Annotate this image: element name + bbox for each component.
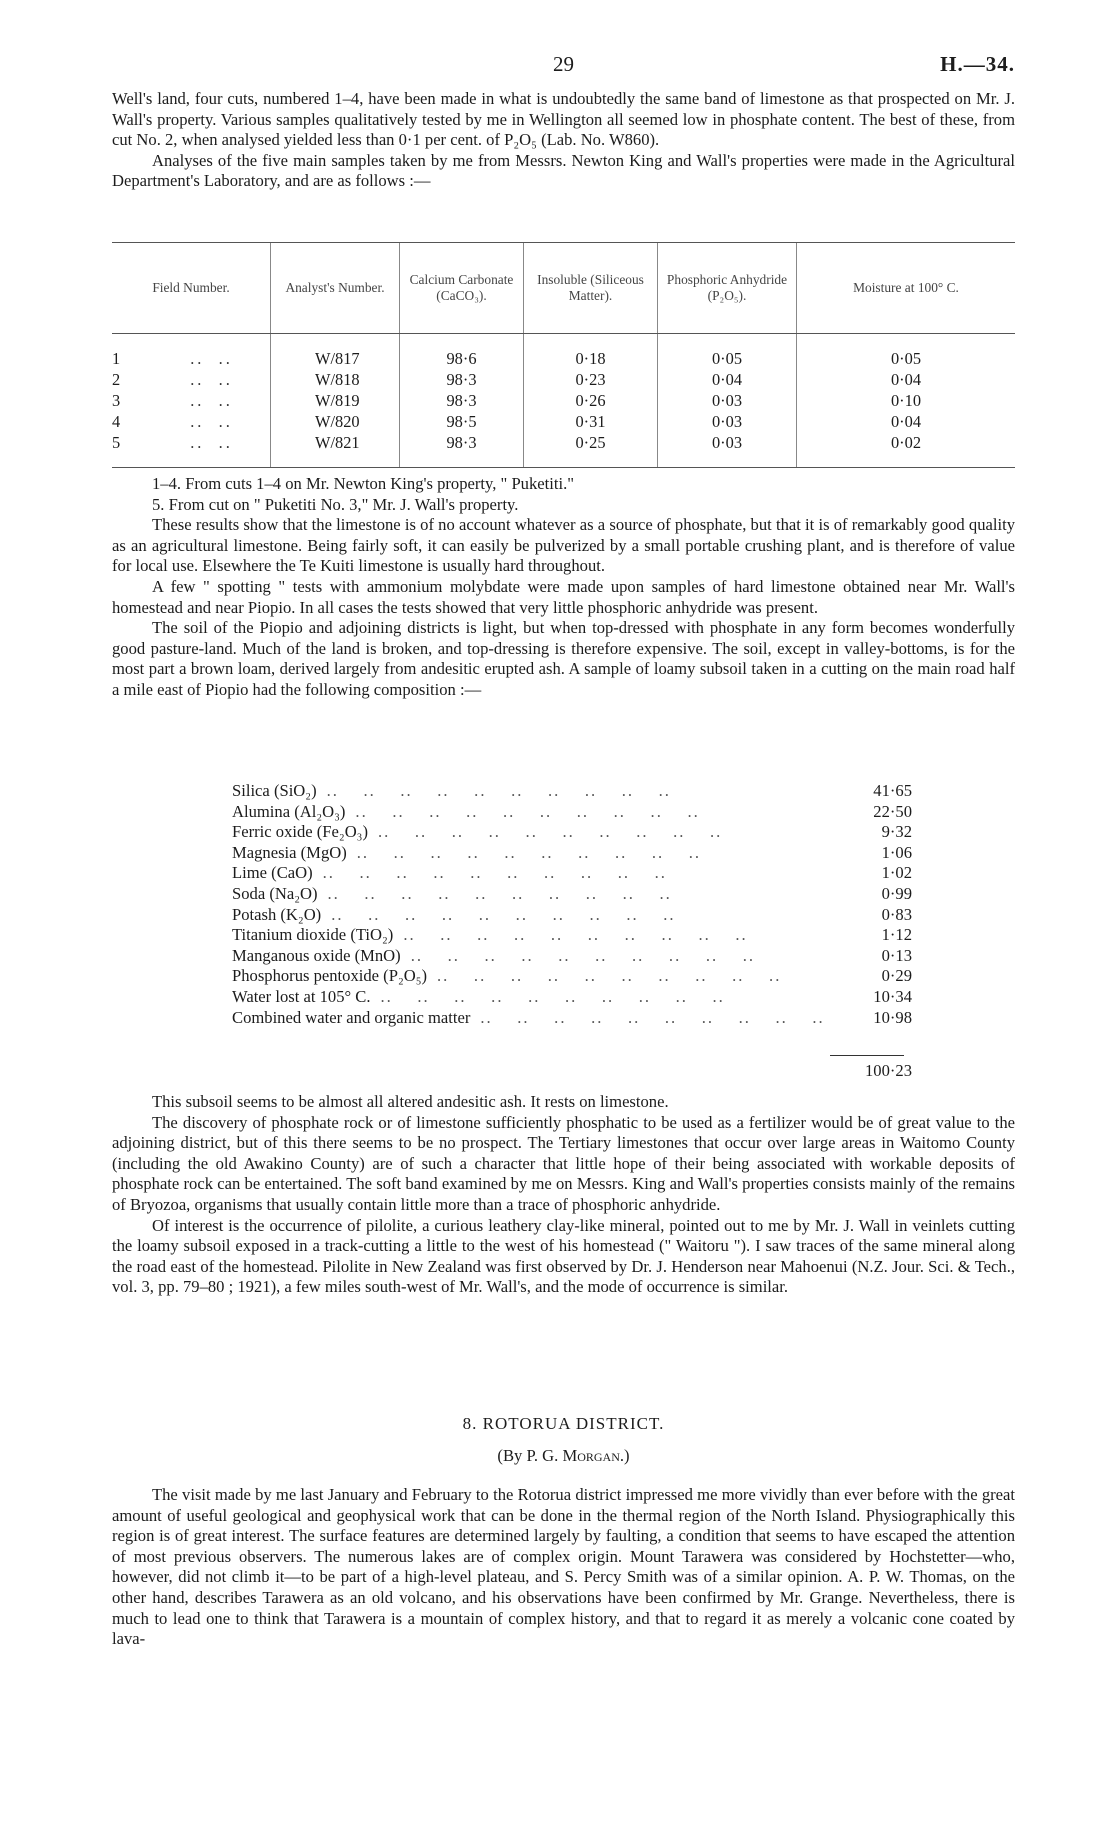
page-number: 29 [553,52,574,76]
composition-value: 10·98 [873,1007,912,1027]
field-number: 4 [112,411,121,431]
composition-value: 1·06 [881,842,912,862]
moisture-value: 0·05 [797,348,1016,369]
p2o5-value: 0·03 [658,411,797,432]
total-rule [830,1055,904,1056]
composition-value: 1·12 [881,925,912,945]
composition-row: Lime (CaO) .. .. .. .. .. .. .. .. .. .. 1·02 [232,863,912,883]
composition-value: 41·65 [873,781,912,800]
body-paragraph: The discovery of phosphate rock or of limestone sufficiently phosphatic to be used as a fertilizer would be of great value to the adjoining district, but of this there seems to be no prospect. The Tertiary limestones that occur over large areas in Waitomo County (including the old Awakino County) are of such a character that little hope of their being associated with workable deposits of phosphate rock can be entertained. The soft band examined by me on Messrs. King and Wall's properties consists mainly of the remains of Bryozoa, organisms that usually contain little more than a trace of phosphoric anhydride. [112,1112,1015,1214]
body-paragraph: The visit made by me last January and February to the Rotorua district impressed me more vividly than ever before with the great amount of useful geological and geophysical work that can be done in the thermal region of the North Island. Physiographically this region is of great interest. The surface features are determined largely by faulting, a condition that seems to have escaped the attention of most previous observers. The numerous lakes are of complex origin. Mount Tarawera was considered by Hochstetter—who, however, did not climb it—to be part of a high-level plateau, and S. Percy Smith was of a similar opinion. A. P. W. Thomas, on the other hand, describes Tarawera as an old volcano, and his observations have been confirmed by Mr. Grange. Nevertheless, there is much to lead one to think that Tarawera is a mountain of complex history, and that to regard it as merely a volcanic cone coated by lava- [112,1485,1015,1649]
composition-value: 0·83 [881,904,912,924]
column-header: Analyst's Number. [271,243,400,334]
table-note: 5. From cut on " Puketiti No. 3," Mr. J. Wall's property. [152,494,519,514]
column-header: Moisture at 100° C. [797,243,1016,334]
composition-row: Ferric oxide (Fe₂O₃) .. .. .. .. .. .. .. .. .. .. 9·32 [232,822,912,842]
composition-row: Silica (SiO₂) .. .. .. .. .. .. .. .. .. .. 41·65 [232,781,912,800]
composition-row: Potash (K₂O) .. .. .. .. .. .. .. .. .. .. 0·83 [232,904,912,924]
composition-label: Manganous oxide (MnO) [232,945,401,965]
composition-row: Alumina (Al₂O₃) .. .. .. .. .. .. .. .. .. .. 22·50 [232,801,912,821]
composition-label: Ferric oxide (Fe₂O₃) [232,822,368,842]
table-header-row [112,243,1015,334]
composition-label: Alumina (Al₂O₃) [232,801,346,821]
intro-text [112,89,1015,192]
p2o5-value: 0·03 [658,432,797,453]
insoluble-value: 0·26 [524,390,658,411]
analyst-number: W/821 [271,432,400,453]
caco3-value: 98·3 [400,432,524,453]
composition-label: Magnesia (MgO) [232,842,347,862]
table-row: 3 .. .. W/819 98·3 0·26 0·03 0·10 [112,390,1015,411]
intro-paragraph: Analyses of the five main samples taken by me from Messrs. Newton King and Wall's properties were made in the Agricultural Department's Laboratory, and are as follows :— [112,150,1015,191]
composition-value: 9·32 [881,822,912,842]
author-name: Morgan [562,1446,620,1465]
section-title: 8. ROTORUA DISTRICT. [462,1414,665,1433]
column-header: Phosphoric Anhydride (P₂O₅). [658,243,797,334]
moisture-value: 0·04 [797,411,1016,432]
p2o5-value: 0·04 [658,369,797,390]
document-reference: H.—34. [940,52,1015,76]
composition-label: Combined water and organic matter [232,1007,471,1027]
composition-row: Manganous oxide (MnO) .. .. .. .. .. .. .. .. .. .. 0·13 [232,945,912,965]
insoluble-value: 0·18 [524,348,658,369]
field-number: 3 [112,390,121,410]
caco3-value: 98·5 [400,411,524,432]
composition-row: Magnesia (MgO) .. .. .. .. .. .. .. .. .. .. 1·06 [232,842,912,862]
analyst-number: W/818 [271,369,400,390]
analyst-number: W/817 [271,348,400,369]
composition-label: Titanium dioxide (TiO₂) [232,925,394,945]
section-byline: (By P. G. Morgan.) [497,1446,630,1465]
caco3-value: 98·6 [400,348,524,369]
composition-row: Soda (Na₂O) .. .. .. .. .. .. .. .. .. .. 0·99 [232,883,912,903]
body-paragraph: The soil of the Piopio and adjoining districts is light, but when top-dressed with phosphate in any form becomes wonderfully good pasture-land. Much of the land is broken, and top-dressing is therefore expensive. The soil, except in valley-bottoms, is for the most part a brown loam, derived largely from andesitic erupted ash. A sample of loamy subsoil taken in a cutting on the main road half a mile east of Piopio had the following composition :— [112,618,1015,699]
caco3-value: 98·3 [400,390,524,411]
composition-total: 100·23 [864,1061,912,1080]
intro-paragraph: Well's land, four cuts, numbered 1–4, have been made in what is undoubtedly the same band of limestone as that prospected on Mr. J. Wall's property. Various samples qualitatively tested by me in Wellington all seemed low in phosphate content. The best of these, from cut No. 2, when analysed yielded less than 0·1 per cent. of P₂O₅ (Lab. No. W860). [112,89,1015,150]
composition-list [232,781,912,1028]
composition-value: 10·34 [873,986,912,1006]
field-number: 1 [112,348,121,368]
composition-label: Lime (CaO) [232,863,313,883]
composition-value: 1·02 [881,863,912,883]
composition-value: 0·99 [881,883,912,903]
p2o5-value: 0·05 [658,348,797,369]
analyst-number: W/820 [271,411,400,432]
composition-label: Potash (K₂O) [232,904,322,924]
caco3-value: 98·3 [400,369,524,390]
field-number: 5 [112,432,121,452]
composition-label: Phosphorus pentoxide (P₂O₅) [232,966,428,986]
body-text-3 [112,1485,1015,1650]
page-header [112,52,1015,82]
composition-row: Water lost at 105° C. .. .. .. .. .. .. .. .. .. .. 10·34 [232,986,912,1006]
body-paragraph: A few " spotting " tests with ammonium molybdate were made upon samples of hard limestone obtained near Mr. Wall's homestead and near Piopio. In all cases the tests showed that very little phosphoric anhydride was present. [112,576,1015,617]
composition-row: Titanium dioxide (TiO₂) .. .. .. .. .. .. .. .. .. .. 1·12 [232,925,912,945]
table-row: 4 .. .. W/820 98·5 0·31 0·03 0·04 [112,411,1015,432]
body-paragraph: These results show that the limestone is of no account whatever as a source of phosphate, but that it is of remarkably good quality as an agricultural limestone. Being fairly soft, it can easily be pulverized by a small portable crushing plant, and is therefore of value for local use. Elsewhere the Te Kuiti limestone is usually hard throughout. [112,515,1015,576]
composition-value: 0·29 [881,966,912,986]
body-text-2 [112,1092,1015,1298]
table-row: 1 .. .. W/817 98·6 0·18 0·05 0·05 [112,348,1015,369]
composition-value: 0·13 [881,945,912,965]
composition-label: Silica (SiO₂) [232,781,317,800]
table-row: 5 .. .. W/821 98·3 0·25 0·03 0·02 [112,432,1015,453]
analyst-number: W/819 [271,390,400,411]
field-number: 2 [112,369,121,389]
insoluble-value: 0·25 [524,432,658,453]
moisture-value: 0·02 [797,432,1016,453]
moisture-value: 0·10 [797,390,1016,411]
composition-row: Combined water and organic matter .. .. .. .. .. .. .. .. .. .. 10·98 [232,1007,912,1027]
column-header: Calcium Carbonate (CaCO₃). [400,243,524,334]
body-paragraph: Of interest is the occurrence of pilolite, a curious leathery clay-like mineral, pointed out to me by Mr. J. Wall in veinlets cutting the loamy subsoil exposed in a track-cutting a little to the west of his homestead (" Waitoru "). I saw traces of the same mineral along the road east of the homestead. Pilolite in New Zealand was first observed by Dr. J. Henderson near Mahoenui (N.Z. Jour. Sci. & Tech., vol. 3, pp. 79–80 ; 1921), a few miles south-west of Mr. Wall's, and the mode of occurrence is similar. [112,1215,1015,1297]
column-header: Insoluble (Siliceous Matter). [524,243,658,334]
analysis-table [112,242,1015,468]
body-paragraph: This subsoil seems to be almost all altered andesitic ash. It rests on limestone. [152,1092,669,1111]
column-header: Field Number. [112,243,271,334]
table-note: 1–4. From cuts 1–4 on Mr. Newton King's property, " Puketiti." [152,474,574,493]
composition-label: Soda (Na₂O) [232,883,318,903]
p2o5-value: 0·03 [658,390,797,411]
composition-value: 22·50 [873,801,912,821]
table-row: 2 .. .. W/818 98·3 0·23 0·04 0·04 [112,369,1015,390]
moisture-value: 0·04 [797,369,1016,390]
body-text-1 [112,474,1015,701]
composition-row: Phosphorus pentoxide (P₂O₅) .. .. .. .. .. .. .. .. .. .. 0·29 [232,966,912,986]
composition-label: Water lost at 105° C. [232,986,371,1006]
insoluble-value: 0·23 [524,369,658,390]
insoluble-value: 0·31 [524,411,658,432]
